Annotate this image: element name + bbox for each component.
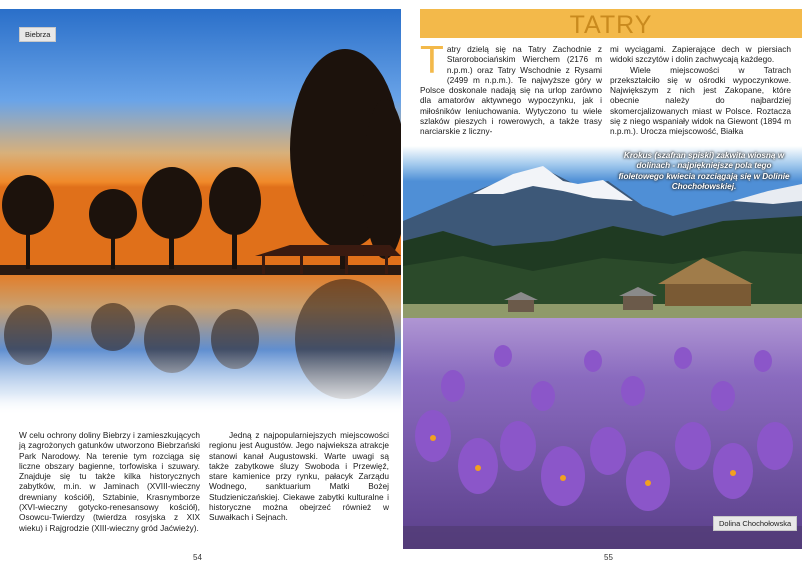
drop-cap: T [420, 39, 444, 82]
tatry-intro-paragraph: atry dzielą się na Tatry Zachodnie z Starorobociańskim Wierchem (2176 m n.p.m.) oraz Tatry Wschodnie z Rysami (2499 m n.p.m.). Te najwyższe góry w Polsce doskonale nadają się na urlop zarówno dla amatorów aktywnego wypoczynku, jak i miłośników leniuchowania. Wytyczono tu wiele szlaków pieszych i rowerowych, a także trasy narciarskie z liczny- [420, 44, 602, 137]
left-text-column-2 [209, 430, 389, 523]
left-text-column-1: W celu ochrony doliny Biebrzy i zamieszkujących ją zagrożonych gatunków utworzono Biebrzański Park Narodowy. Na terenie tym rozciąga się liczne obszary bagienne, torfowiska i szuwary. Znajduje się tu także kilka historycznych zabytków, m.in. w Jaminach (XVIII-wieczny drewniany kościół), Sztabinie, Krasnymborze (XVI-wieczny gotycko-renesansowy kościół), Osowcu-Twierdzy (twierdza rosyjska z XIX wieku) i Rajgrodzie (XIII-wieczny gród Jaćwieży). [19, 430, 200, 533]
photo-caption-dolina: Dolina Chochołowska [713, 516, 797, 531]
tatry-paragraph-continued: mi wyciągami. Zapierające dech w piersiach widoki szczytów i dolin zachwycają każdego. [610, 44, 791, 65]
right-text-column-1 [420, 39, 602, 137]
augustow-paragraph: Jedną z najpopularniejszych miejscowości regionu jest Augustów. Jego najwieksza atrakcje stanowi kanał Augustowski. Warte uwagi są także zabytkowe śluzy Swoboda i Przewięź, stare kamienice przy rynku, pałacyk Zarządu Wodnego, sanktuarium Matki Bożej Studzieniczańskiej. Ciekawe zabytki kulturalne i historyczne można obejrzeć również w Suwałkach i Sejnach. [209, 430, 389, 523]
title-band [420, 9, 802, 38]
crocus-valley-photo [403, 146, 802, 549]
tatry-resorts-paragraph: Wiele miejscowości w Tatrach przekształciło się w ośrodki wypoczynkowe. Największym z nich jest Zakopane, które obecnie należy do najbardziej skomercjalizowanych miast w Polsce. Roztacza się z niego wspaniały widok na Giewont (1894 m n.p.m.). Urocza miejscowość, Białka [610, 64, 791, 137]
photo-quote: Krokus (szafran spiski) zakwita wiosną w dolinach - najpiękniejsze pola tego fioletowego kwiecia rozciągają się w Dolinie Chochołowskiej. [618, 151, 790, 192]
biebrza-sunset-photo [0, 9, 401, 415]
right-text-column-2 [610, 44, 791, 137]
page-number-left: 54 [193, 553, 202, 562]
page-title: TATRY [569, 11, 653, 39]
page-number-right: 55 [604, 553, 613, 562]
right-page [401, 0, 802, 567]
photo-caption-biebrza: Biebrza [19, 27, 56, 42]
